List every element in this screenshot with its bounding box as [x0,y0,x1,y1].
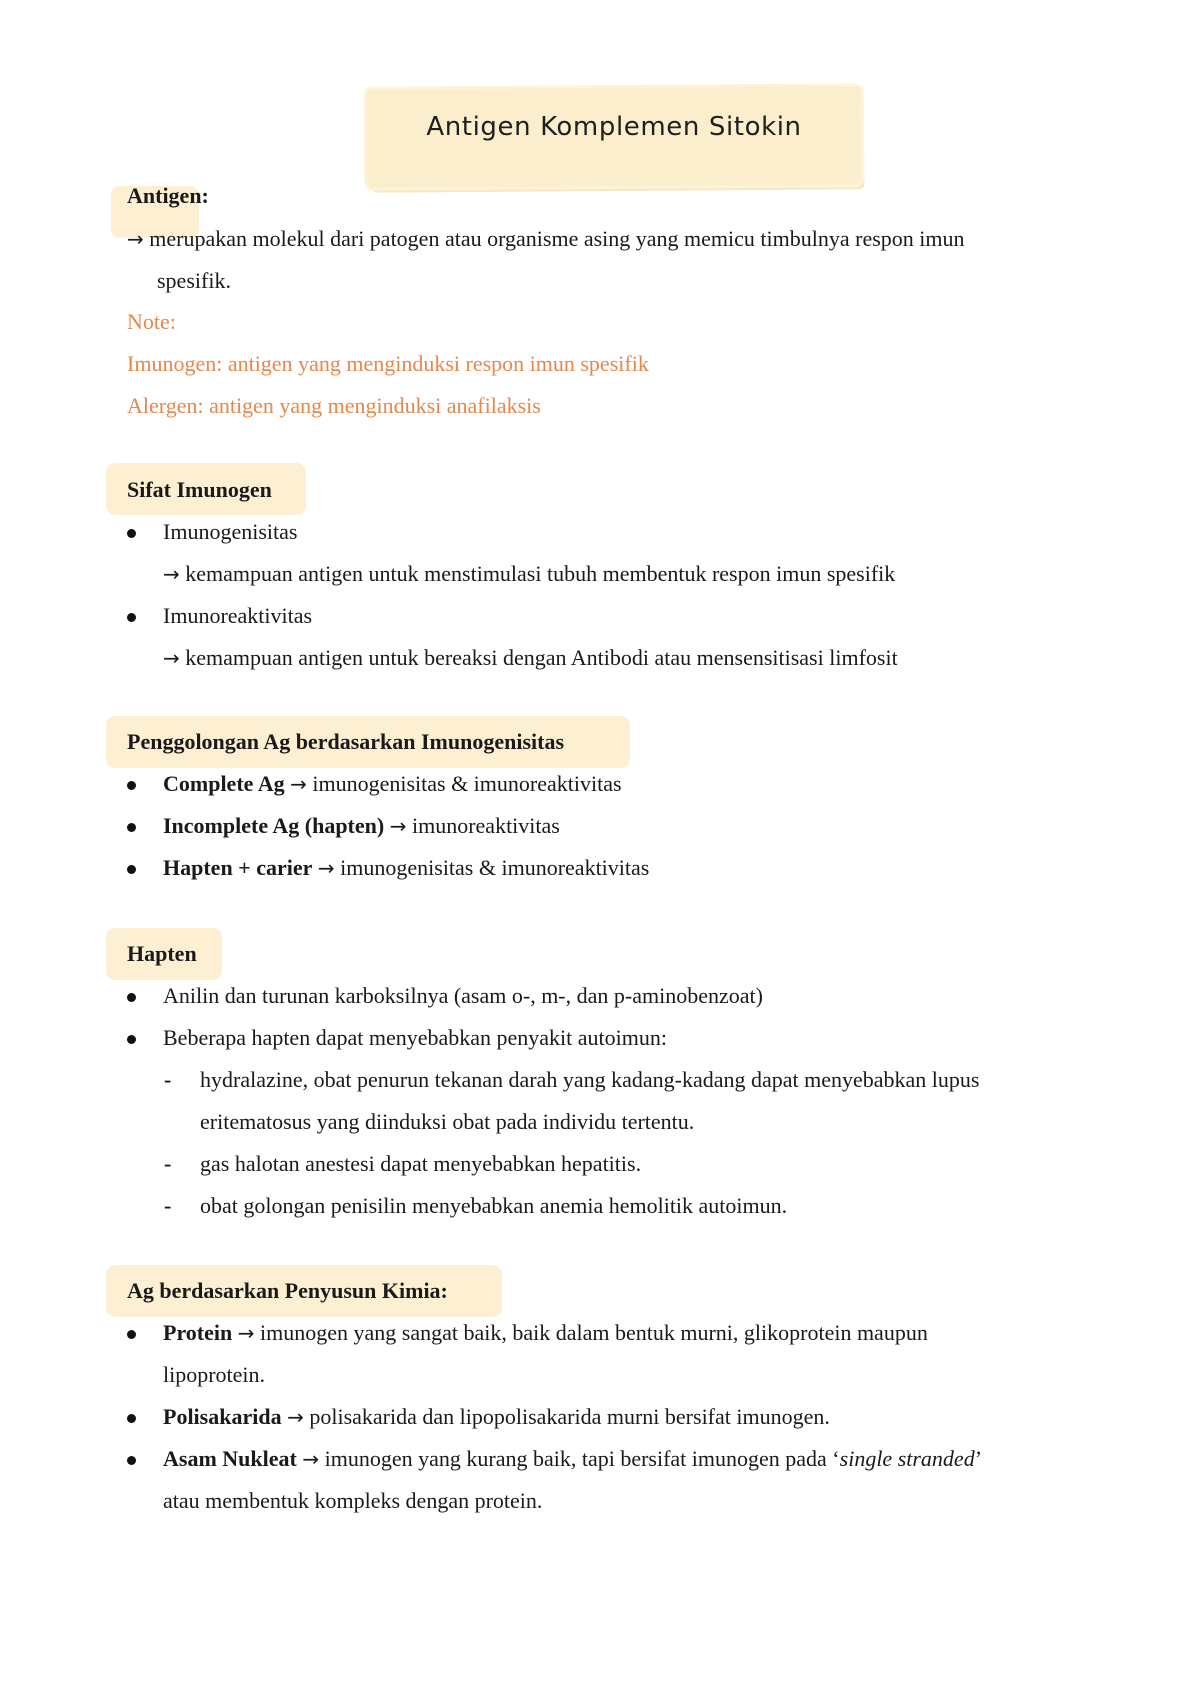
bullet-icon [127,529,136,538]
antigen-definition-line2: spesifik. [157,268,231,293]
list-item: Complete Ag → imunogenisitas & imunoreaktivitas [163,771,622,796]
note-alergen: Alergen: antigen yang menginduksi anafilaksis [127,393,541,418]
list-item-desc: → kemampuan antigen untuk bereaksi dengan Antibodi atau mensensitisasi limfosit [163,645,898,670]
antigen-heading: Antigen: [127,183,209,208]
note-label: Note: [127,309,176,334]
antigen-definition-line1: → merupakan molekul dari patogen atau organisme asing yang memicu timbulnya respon imun [127,226,965,251]
list-item: Imunogenisitas [163,519,298,544]
list-item-cont: lipoprotein. [163,1362,266,1387]
penggolongan-heading: Penggolongan Ag berdasarkan Imunogenisitas [127,729,565,754]
bullet-icon [127,993,136,1002]
bullet-icon [127,1035,136,1044]
arrow-icon: → [163,562,180,586]
page-title: Antigen Komplemen Sitokin [426,112,802,142]
list-item: Hapten + carier → imunogenisitas & imunoreaktivitas [163,855,650,880]
list-item: Anilin dan turunan karboksilnya (asam o-, m-, dan p-aminobenzoat) [163,983,763,1008]
bullet-icon [127,865,136,874]
bullet-icon [127,823,136,832]
bullet-icon [127,613,136,622]
list-item: Protein → imunogen yang sangat baik, baik dalam bentuk murni, glikoprotein maupun [163,1320,928,1345]
arrow-icon: → [389,814,407,838]
bullet-icon [127,1456,136,1465]
sub-list-item: obat golongan penisilin menyebabkan anemia hemolitik autoimun. [200,1193,788,1218]
list-item: Beberapa hapten dapat menyebabkan penyakit autoimun: [163,1025,667,1050]
arrow-icon: → [163,646,180,670]
note-imunogen: Imunogen: antigen yang menginduksi respon imun spesifik [127,351,649,376]
list-item: Asam Nukleat → imunogen yang kurang baik, tapi bersifat imunogen pada ‘single stranded’ [163,1446,983,1471]
arrow-icon: → [302,1447,320,1471]
bullet-icon [127,1330,136,1339]
arrow-icon: → [237,1321,255,1345]
sub-list-item: hydralazine, obat penurun tekanan darah yang kadang-kadang dapat menyebabkan lupus [200,1067,980,1092]
hapten-heading: Hapten [127,941,197,966]
arrow-icon: → [287,1405,304,1429]
list-item: Polisakarida → polisakarida dan lipopolisakarida murni bersifat imunogen. [163,1404,830,1429]
sub-list-item: gas halotan anestesi dapat menyebabkan hepatitis. [200,1151,642,1176]
bullet-icon [127,781,136,790]
list-item: Imunoreaktivitas [163,603,313,628]
dash-icon: - [164,1067,172,1092]
sub-list-item-cont: eritematosus yang diinduksi obat pada individu tertentu. [200,1109,695,1134]
sifat-heading: Sifat Imunogen [127,477,272,502]
arrow-icon: → [317,856,335,880]
list-item-desc: → kemampuan antigen untuk menstimulasi tubuh membentuk respon imun spesifik [163,561,896,586]
kimia-heading: Ag berdasarkan Penyusun Kimia: [127,1278,448,1303]
dash-icon: - [164,1193,172,1218]
arrow-icon: → [290,772,307,796]
bullet-icon [127,1414,136,1423]
list-item: Incomplete Ag (hapten) → imunoreaktivitas [163,813,560,838]
dash-icon: - [164,1151,172,1176]
arrow-icon: → [127,227,144,251]
list-item-cont: atau membentuk kompleks dengan protein. [163,1488,543,1513]
